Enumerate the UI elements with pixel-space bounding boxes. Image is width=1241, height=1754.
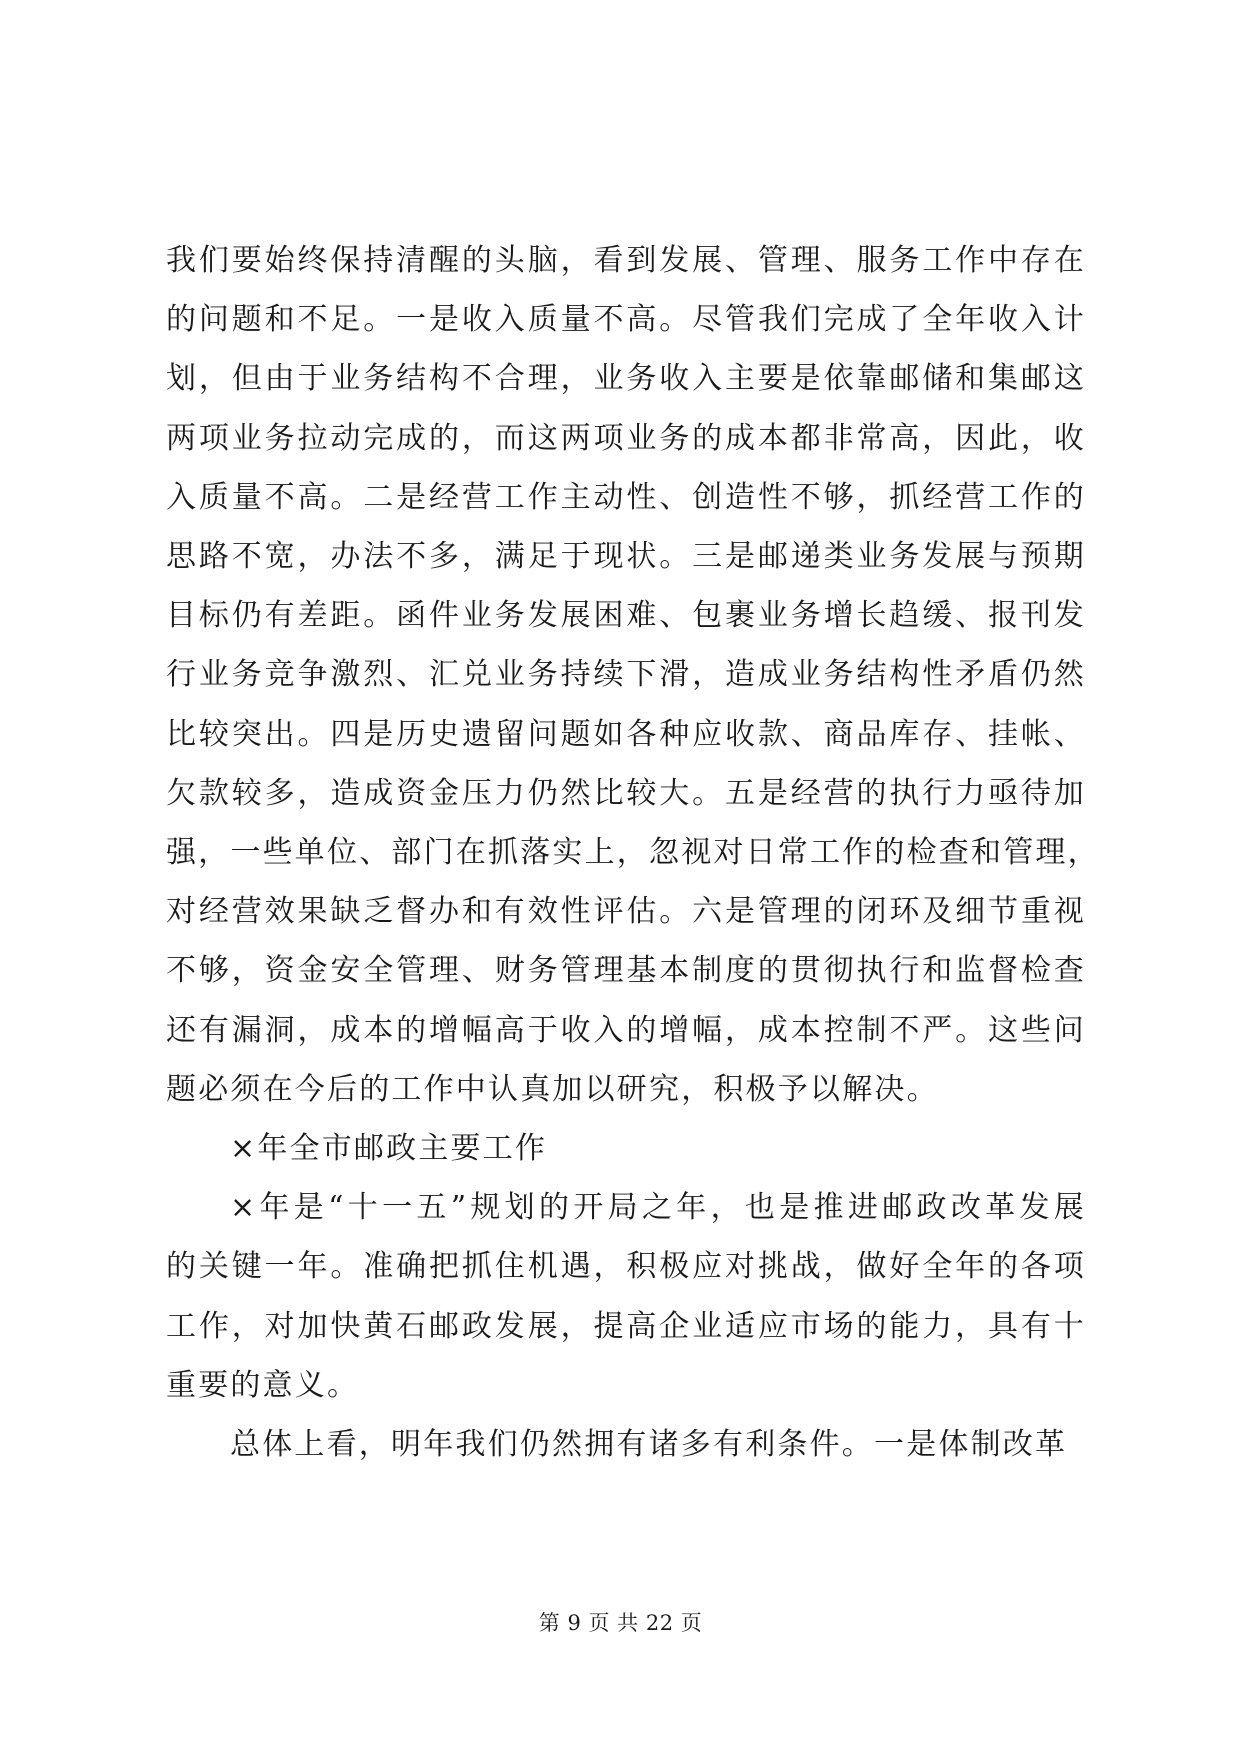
body-text xyxy=(166,231,1100,1474)
text-line: 重要的意义。 xyxy=(166,1367,360,1403)
text-line: 思路不宽，办法不多，满足于现状。三是邮递类业务发展与预期 xyxy=(166,539,1086,575)
text-line: 不够，资金安全管理、财务管理基本制度的贯彻执行和监督检查 xyxy=(166,953,1086,989)
text-line: 划，但由于业务结构不合理，业务收入主要是依靠邮储和集邮这 xyxy=(166,361,1086,397)
text-line: 还有漏洞，成本的增幅高于收入的增幅，成本控制不严。这些问 xyxy=(166,1012,1086,1048)
text-line: 我们要始终保持清醒的头脑，看到发展、管理、服务工作中存在 xyxy=(166,243,1086,278)
paragraph xyxy=(166,231,1100,1119)
text-line: 两项业务拉动完成的，而这两项业务的成本都非常高，因此，收 xyxy=(166,420,1086,456)
paragraph xyxy=(166,1119,1086,1178)
text-line: ×年全市邮政主要工作 xyxy=(230,1131,548,1167)
text-line: ×年是“十一五”规划的开局之年，也是推进邮政改革发展 xyxy=(230,1190,1086,1226)
page-footer: 第 9 页 共 22 页 xyxy=(538,1611,703,1635)
text-line: 的问题和不足。一是收入质量不高。尽管我们完成了全年收入计 xyxy=(166,302,1086,338)
text-line: 强，一些单位、部门在抓落实上，忽视对日常工作的检查和管理， xyxy=(166,835,1100,871)
text-line: 题必须在今后的工作中认真加以研究，积极予以解决。 xyxy=(166,1071,939,1107)
paragraph xyxy=(166,1415,1086,1474)
text-line: 总体上看，明年我们仍然拥有诸多有利条件。一是体制改革 xyxy=(230,1427,1068,1463)
text-line: 欠款较多，造成资金压力仍然比较大。五是经营的执行力亟待加 xyxy=(166,775,1086,811)
text-line: 行业务竞争激烈、汇兑业务持续下滑，造成业务结构性矛盾仍然 xyxy=(166,657,1086,693)
text-line: 目标仍有差距。函件业务发展困难、包裹业务增长趋缓、报刊发 xyxy=(166,598,1086,634)
text-line: 比较突出。四是历史遗留问题如各种应收款、商品库存、挂帐、 xyxy=(166,716,1086,752)
text-line: 入质量不高。二是经营工作主动性、创造性不够，抓经营工作的 xyxy=(166,479,1086,515)
paragraph xyxy=(166,1178,1086,1415)
text-line: 对经营效果缺乏督办和有效性评估。六是管理的闭环及细节重视 xyxy=(166,894,1086,930)
text-line: 工作，对加快黄石邮政发展，提高企业适应市场的能力，具有十 xyxy=(166,1308,1086,1344)
text-line: 的关键一年。准确把抓住机遇，积极应对挑战，做好全年的各项 xyxy=(166,1249,1086,1285)
